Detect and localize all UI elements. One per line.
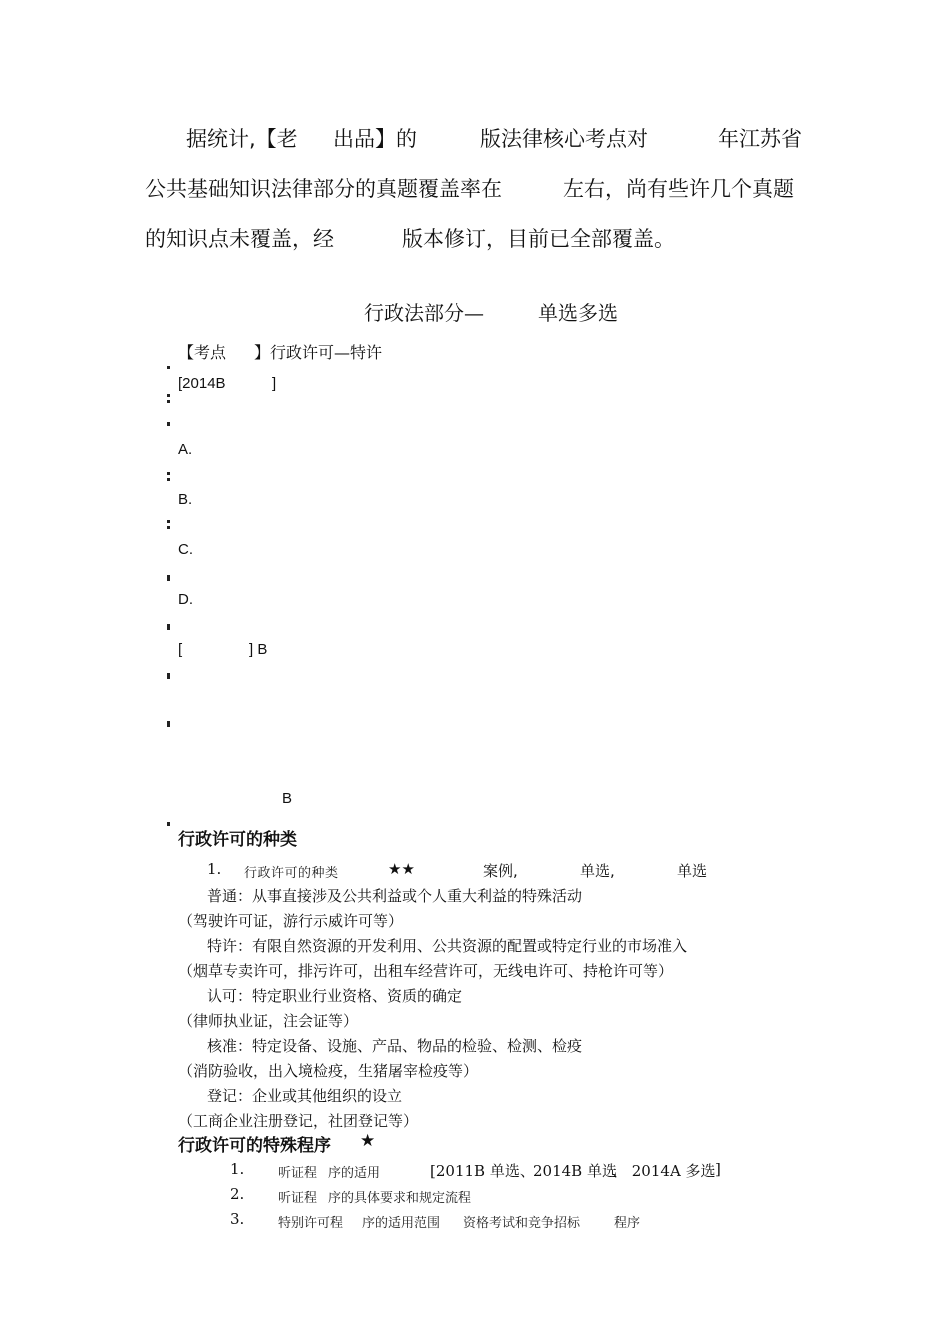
kinds-line: （工商企业注册登记，社团登记等） [178, 1112, 419, 1130]
special-r3-c: 资格考试和竞争招标 [463, 1216, 581, 1231]
kaodian-label-a: 【考点 [178, 343, 227, 362]
question-year-close: ] [272, 375, 277, 392]
special-r2-b: 序的具体要求和规定流程 [328, 1191, 472, 1206]
special-r3-a: 特别许可程 [278, 1216, 344, 1231]
section-title-a: 行政法部分— [364, 301, 484, 325]
answer-open: [ [178, 641, 183, 658]
margin-mark [167, 520, 170, 523]
kinds-line: （烟草专卖许可，排污许可，出租车经营许可，无线电许可、持枪许可等） [178, 962, 674, 980]
special-r2-a: 听证程 [278, 1191, 318, 1206]
special-r1-a: 听证程 [278, 1166, 318, 1181]
special-r1-c: [2011B 单选、 [430, 1162, 535, 1180]
kinds-item1-num: 1. [207, 860, 222, 878]
kinds-line: （律师执业证，注会证等） [178, 1012, 359, 1030]
special-r1-d: 2014B 单选 [533, 1162, 617, 1180]
margin-mark [167, 478, 170, 481]
answer-close: ] B [249, 641, 268, 658]
special-r1-num: 1. [230, 1160, 245, 1178]
question-year: [2014B [178, 375, 226, 392]
margin-mark [167, 624, 170, 630]
kinds-line: 特许：有限自然资源的开发利用、公共资源的配置或特定行业的市场准入 [207, 937, 688, 955]
kinds-line: 核准：特定设备、设施、产品、物品的检验、检测、检疫 [207, 1037, 583, 1055]
margin-mark [167, 400, 170, 403]
special-r3-num: 3. [230, 1210, 245, 1228]
kinds-line: 登记：企业或其他组织的设立 [207, 1087, 403, 1105]
special-r3-b: 序的适用范围 [362, 1216, 441, 1231]
intro-line-1c: 版法律核心考点对 [480, 127, 648, 151]
special-r1-e: 、 2014A 多选 [612, 1162, 716, 1180]
margin-mark [167, 673, 170, 679]
margin-mark [167, 366, 170, 369]
kinds-item1-text: 行政许可的种类 [244, 866, 339, 881]
intro-line-3b: 版本修订，目前已全部覆盖。 [402, 227, 675, 251]
kinds-heading: 行政许可的种类 [178, 830, 297, 850]
special-r2-num: 2. [230, 1185, 245, 1203]
intro-line-1a: 据统计,【老 [186, 127, 298, 151]
option-b: B. [178, 491, 193, 508]
special-r1-f: ] [715, 1160, 721, 1178]
option-a: A. [178, 441, 193, 458]
margin-mark [167, 575, 170, 581]
kinds-item1-tag2: 单选, [580, 862, 615, 880]
margin-mark [167, 822, 170, 826]
section-title-b: 单选多选 [538, 301, 618, 325]
intro-line-2b: 左右，尚有些许几个真题 [563, 177, 794, 201]
intro-line-1d: 年江苏省 [718, 127, 802, 151]
answer-lone: B [282, 790, 293, 807]
margin-mark [167, 394, 170, 397]
intro-line-1b: 出品】的 [333, 127, 417, 151]
option-c: C. [178, 541, 193, 558]
intro-line-3a: 的知识点未覆盖，经 [145, 227, 334, 251]
special-heading: 行政许可的特殊程序 [178, 1136, 331, 1156]
special-r1-b: 序的适用 [328, 1166, 381, 1181]
kinds-line: 认可：特定职业行业资格、资质的确定 [207, 987, 463, 1005]
margin-mark [167, 721, 170, 727]
kinds-item1-tag1: 案例, [483, 862, 518, 880]
option-d: D. [178, 591, 193, 608]
kinds-line: 普通：从事直接涉及公共利益或个人重大利益的特殊活动 [207, 887, 583, 905]
kinds-item1-stars: ★★ [388, 860, 415, 878]
margin-mark [167, 422, 170, 426]
kaodian-label-b: 】行政许可—特许 [254, 343, 383, 362]
intro-line-2a: 公共基础知识法律部分的真题覆盖率在 [145, 177, 502, 201]
kinds-line: （消防验收，出入境检疫，生猪屠宰检疫等） [178, 1062, 479, 1080]
kinds-item1-tag3: 单选 [677, 862, 708, 880]
margin-mark [167, 472, 170, 475]
star-icon: ★ [360, 1131, 376, 1151]
margin-mark [167, 526, 170, 529]
special-r3-d: 程序 [614, 1216, 641, 1231]
kinds-line: （驾驶许可证，游行示威许可等） [178, 912, 404, 930]
